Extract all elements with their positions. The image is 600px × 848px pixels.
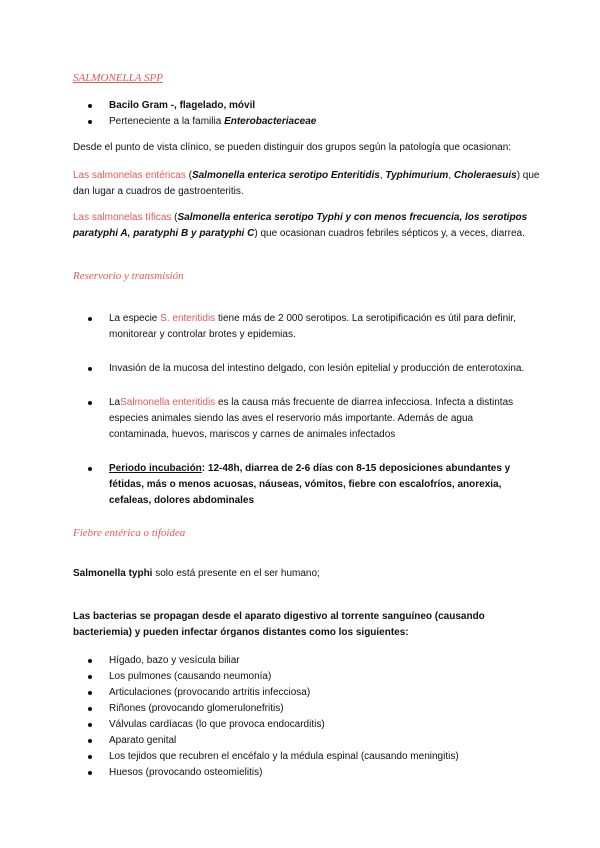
list-item: Riñones (provocando glomerulonefritis) xyxy=(73,701,533,717)
list-item: Articulaciones (provocando artritis infecciosa) xyxy=(73,685,533,701)
paren-open: ( xyxy=(185,170,192,181)
list-item: Los tejidos que recubren el encéfalo y la médula espinal (causando meningitis) xyxy=(73,749,533,765)
item-text: La especie xyxy=(109,313,161,324)
item-text: es la causa más frecuente de diarrea infecciosa. Infecta a distintas especies animales siendo las aves el reservorio más importante. Además de agua contaminada, huevos, mariscos y carnes de animales infectados xyxy=(109,397,514,440)
separator: , xyxy=(448,170,454,181)
intro-bullet-list xyxy=(73,98,533,130)
list-item: Aparato genital xyxy=(73,733,533,749)
species-name: Salmonella enterica serotipo Enteritidis xyxy=(191,170,380,181)
list-item xyxy=(73,361,533,377)
list-item xyxy=(73,395,533,443)
species-name: Salmonella enterica serotipo Typhi y con menos frecuencia, los serotipos paratyphi A, paratyphi B y paratyphi C xyxy=(73,212,528,239)
list-item xyxy=(73,311,533,343)
paragraph-text: ) que ocasionan cuadros febriles sépticos y, a veces, diarrea. xyxy=(254,228,525,239)
species-highlight: S. enteritidis xyxy=(160,313,216,324)
tific-paragraph xyxy=(73,210,543,242)
list-item: Hígado, bazo y vesícula biliar xyxy=(73,653,533,669)
list-item xyxy=(73,98,533,114)
bacterias-paragraph: Las bacterias se propagan desde el aparato digestivo al torrente sanguíneo (causando bacteriemia) y pueden infectar órganos distantes como los siguientes: xyxy=(73,611,485,638)
family-name: Enterobacteriaceae xyxy=(224,116,317,127)
item-text: La xyxy=(109,397,121,408)
list-item xyxy=(73,114,533,130)
list-item: Los pulmones (causando neumonía) xyxy=(73,669,533,685)
species-name: Choleraesuis xyxy=(453,170,517,181)
list-item: Huesos (provocando osteomielitis) xyxy=(73,765,533,781)
clinical-paragraph: Desde el punto de vista clínico, se pueden distinguir dos grupos según la patología que ocasionan: xyxy=(73,142,512,153)
item-text: : 12-48h, diarrea de 2-6 días con 8-15 deposiciones abundantes y fétidas, más o menos acuosas, náuseas, vómitos, fiebre con escalofríos, anorexia, cefaleas, dolores abdominales xyxy=(109,463,511,506)
paragraph-text: solo está presente en el ser humano; xyxy=(152,568,320,579)
list-item: Válvulas cardíacas (lo que provoca endocarditis) xyxy=(73,717,533,733)
paragraph-text: ) que dan lugar a cuadros de gastroenteritis. xyxy=(73,170,540,197)
separator: , xyxy=(379,170,386,181)
heading-reservorio: Reservorio y transmisión xyxy=(73,270,184,282)
item-text: Perteneciente a la familia xyxy=(109,116,225,127)
heading-fiebre: Fiebre entérica o tifoidea xyxy=(73,527,186,539)
enteric-paragraph xyxy=(73,168,543,200)
item-text: tiene más de 2 000 serotipos. La serotipificación es útil para definir, monitorear y controlar brotes y epidemias. xyxy=(109,313,516,340)
heading-salmonella-spp: SALMONELLA SPP xyxy=(73,72,163,84)
bold-text: Bacilo Gram -, flagelado, móvil xyxy=(109,100,256,111)
tific-label: Las salmonelas tíficas xyxy=(73,212,172,223)
incubation-label: Periodo incubación xyxy=(109,463,202,474)
list-item xyxy=(73,461,533,509)
paren-open: ( xyxy=(171,212,178,223)
organs-bullet-list xyxy=(73,653,533,781)
species-name: Salmonella typhi xyxy=(73,568,153,579)
enteric-label: Las salmonelas entéricas xyxy=(73,170,186,181)
reservorio-bullet-list xyxy=(73,311,533,527)
item-text: Invasión de la mucosa del intestino delgado, con lesión epitelial y producción de enterotoxina. xyxy=(109,363,525,374)
typhi-paragraph xyxy=(73,566,543,582)
species-name: Typhimurium xyxy=(385,170,449,181)
species-highlight: Salmonella enteritidis xyxy=(120,397,216,408)
